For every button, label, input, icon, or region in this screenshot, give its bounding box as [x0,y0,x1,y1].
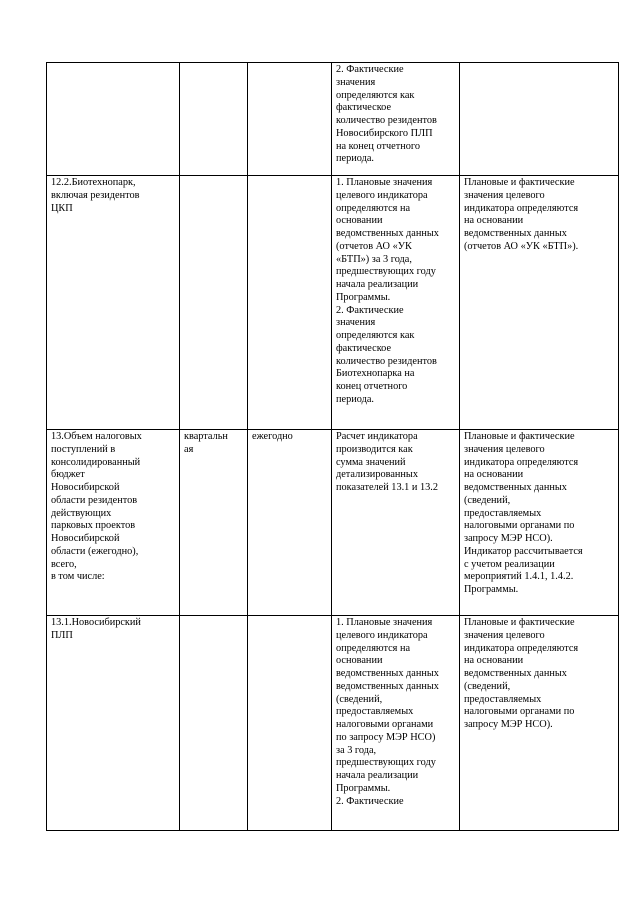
indicator-cell [47,176,180,430]
method-text: Расчет индикатора производится как сумма значений детализированных показателей 13.1 и 13.2 [336,431,439,493]
table-row [47,616,619,831]
method-text: 2. Фактические значения определяются как фактическое количество резидентов Новосибирского ПЛП на конец отчетного периода. [336,64,437,165]
periodicity-cell [180,616,248,831]
periodicity-cell [248,430,332,616]
method-cell [332,176,460,430]
table-row [47,63,619,176]
source-cell [460,63,619,176]
periodicity-cell [248,63,332,176]
method-text: 1. Плановые значения целевого индикатора определяются на основании ведомственных данных ведомственных данных (сведений, предоставляемых налоговыми органами по запросу МЭР НСО) за 3 года, предшествующих году начала реализации Программы. 2. Фактические [336,617,439,807]
source-cell [460,176,619,430]
periodicity-text: квартальн ая [184,431,228,455]
source-cell [460,430,619,616]
method-cell [332,616,460,831]
periodicity-text: ежегодно [252,431,293,442]
table-row [47,176,619,430]
indicator-text: 13.1.Новосибирский ПЛП [51,617,141,641]
indicators-table [46,62,619,831]
indicator-cell [47,63,180,176]
method-text: 1. Плановые значения целевого индикатора определяются на основании ведомственных данных (отчетов АО «УК «БТП») за 3 года, предшествующих году начала реализации Программы. 2. Фактические значения определяются как фактическое количество резидентов Биотехнопарка на конец отчетного периода. [336,177,439,405]
table-row [47,430,619,616]
indicator-text: 12.2.Биотехнопарк, включая резидентов ЦКП [51,177,140,214]
source-text: Плановые и фактические значения целевого индикатора определяются на основании ведомственных данных (сведений, предоставляемых налоговыми органами по запросу МЭР НСО). [464,617,579,730]
periodicity-cell [248,616,332,831]
source-text: Плановые и фактические значения целевого индикатора определяются на основании ведомственных данных (отчетов АО «УК «БТП»). [464,177,579,252]
periodicity-cell [180,63,248,176]
method-cell [332,63,460,176]
indicator-cell [47,616,180,831]
indicator-text: 13.Объем налоговых поступлений в консолидированный бюджет Новосибирской области резидентов действующих парковых проектов Новосибирской области (ежегодно), всего, в том числе: [51,431,142,583]
periodicity-cell [180,430,248,616]
method-cell [332,430,460,616]
indicator-cell [47,430,180,616]
source-text: Плановые и фактические значения целевого индикатора определяются на основании ведомственных данных (сведений, предоставляемых налоговыми органами по запросу МЭР НСО). Индикатор рассчитывается с учетом реализации мероприятий 1.4.1, 1.4.2. Программы. [464,431,583,595]
periodicity-cell [180,176,248,430]
periodicity-cell [248,176,332,430]
source-cell [460,616,619,831]
